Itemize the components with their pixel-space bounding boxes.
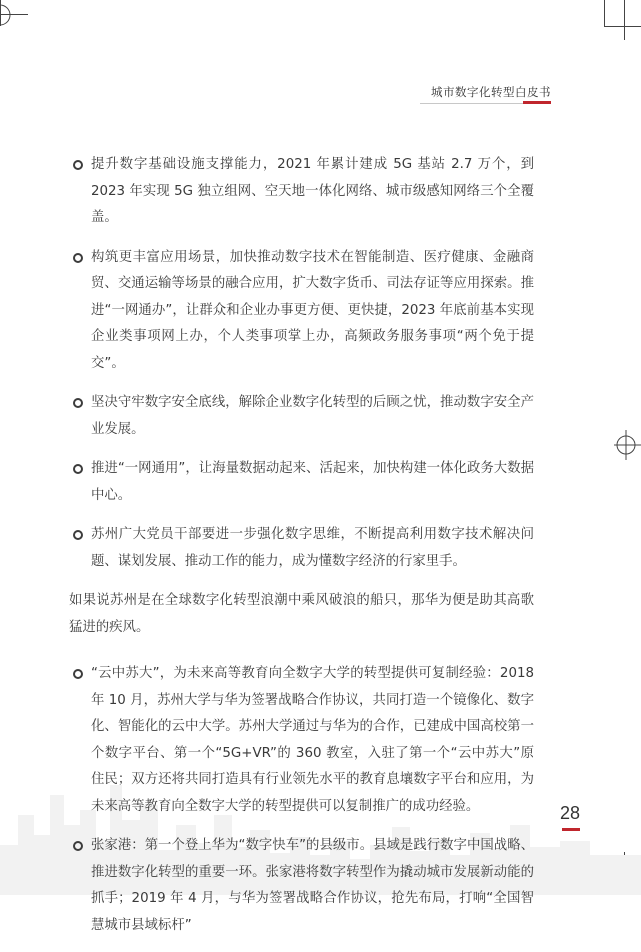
bullet-item [72,661,534,820]
bullet-ring-icon [73,464,83,474]
page-number: 28 [560,803,581,823]
bullet-item [72,390,534,443]
page-number-accent-bar [562,828,580,831]
bullet-ring-icon [73,669,83,679]
bullet-item [72,152,534,232]
bullet-text: 张家港：第一个登上华为“数字快车”的县级市。县域是践行数字中国战略、推进数字化转型的重要一环。张家港将数字转型作为撬动城市发展新动能的抓手；2019 年 4 月，与华为签署战略合作协议，抢先布局，打响“全国智慧城市县域标杆” [91,838,534,933]
bullet-text: 推进“一网通用”，让海量数据动起来、活起来，加快构建一体化政务大数据中心。 [91,461,534,503]
crop-mark-top-right-h [604,26,641,27]
bullet-ring-icon [73,160,83,170]
bullet-text: 构筑更丰富应用场景，加快推动数字技术在智能制造、医疗健康、金融商贸、交通运输等场景的融合应用，扩大数字货币、司法存证等应用探索。推进“一网通办”，让群众和企业办事更方便、更快捷，2023 年底前基本实现企业类事项网上办，个人类事项掌上办，高频政务服务事项“两个免于提交”。 [91,249,534,371]
bullet-ring-icon [73,841,83,851]
bullet-text: 坚决守牢数字安全底线，解除企业数字化转型的后顾之忧，推动数字安全产业发展。 [91,395,534,437]
crop-mark-top-right-v1 [604,0,605,26]
header-title: 城市数字化转型白皮书 [431,85,551,99]
bullet-text: 提升数字基础设施支撑能力，2021 年累计建成 5G 基站 2.7 万个，到 2023 年实现 5G 独立组网、空天地一体化网络、城市级感知网络三个全覆盖。 [91,157,534,225]
bullet-ring-icon [73,253,83,263]
bullet-item [72,245,534,378]
document-body [69,152,534,952]
registration-mark-top-left-icon [0,4,16,26]
bullet-ring-icon [73,530,83,540]
header-accent-bar [523,101,551,104]
body-paragraph: 如果说苏州是在全球数字化转型浪潮中乘风破浪的船只，那华为便是助其高歌猛进的疾风。 [69,593,534,635]
bullet-item [72,456,534,509]
bullet-item [72,522,534,575]
bullet-item [72,833,534,939]
bullet-text: 苏州广大党员干部要进一步强化数字思维，不断提高利用数字技术解决问题、谋划发展、推动工作的能力，成为懂数字经济的行家里手。 [91,527,534,569]
bullet-text: “云中苏大”，为未来高等教育向全数字大学的转型提供可复制经验：2018 年 10 月，苏州大学与华为签署战略合作协议，共同打造一个镜像化、数字化、智能化的云中大学。苏州大学通过与华为的合作，已建成中国高校第一个数字平台、第一个“5G+VR”的 360 教室，入驻了第一个“云中苏大”原住民；双方还将共同打造具有行业领先水平的教育息壤数字平台和应用，为未来高等教育向全数字大学的转型提供可以复制推广的成功经验。 [91,666,534,814]
bullet-ring-icon [73,398,83,408]
registration-mark-right-icon [614,430,641,460]
crop-mark-top-right-v2 [624,0,625,40]
